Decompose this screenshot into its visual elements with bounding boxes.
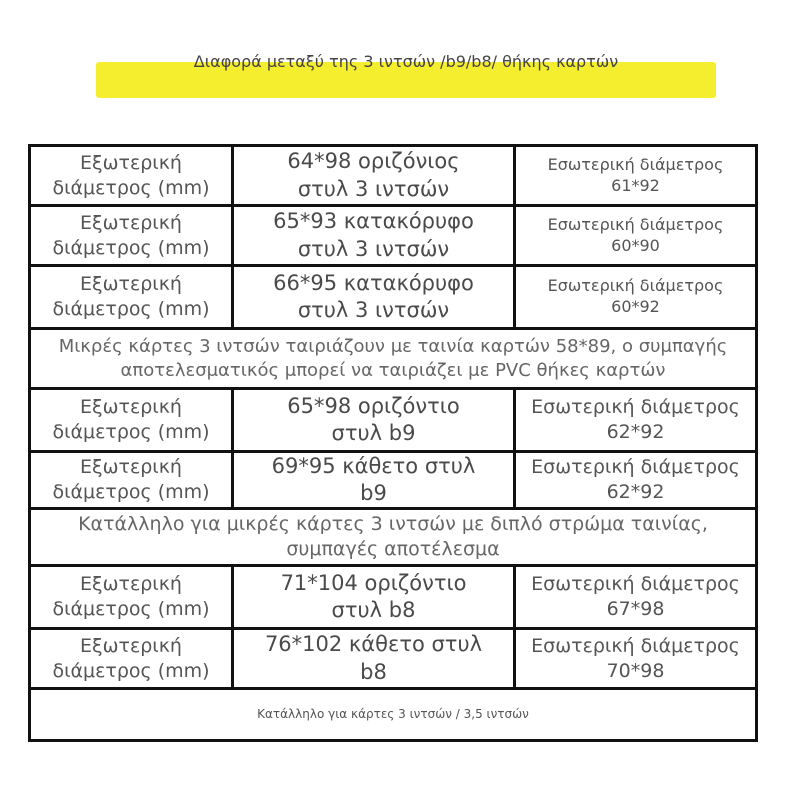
table-row [31, 147, 755, 207]
outer-diameter-label: Εξωτερική διάμετρος (mm) [31, 453, 234, 507]
inner-diameter-value: Εσωτερική διάμετρος 62*92 [531, 456, 740, 503]
compatibility-note: Κατάλληλο για κάρτες 3 ιντσών / 3,5 ιντσών [257, 706, 529, 721]
inner-diameter-value: Εσωτερική διάμετρος 70*98 [531, 634, 740, 682]
compatibility-note: Μικρές κάρτες 3 ιντσών ταιριάζουν με ταινία καρτών 58*89, ο συμπαγής αποτελεσματικός μπορεί να ταιριάζει με PVC θήκες καρτών [58, 336, 728, 381]
outer-size-value: 64*98 οριζόνιος στυλ 3 ιντσών [234, 147, 516, 204]
table-note-row [31, 690, 755, 739]
outer-size-value: 65*98 οριζόντιο στυλ b9 [234, 390, 516, 450]
outer-size-value: 76*102 κάθετο στυλ b8 [234, 630, 516, 687]
inner-diameter-value: Εσωτερική διάμετρος 61*92 [547, 154, 724, 195]
outer-size-value: 71*104 οριζόντιο στυλ b8 [234, 567, 516, 627]
inner-diameter-value: Εσωτερική διάμετρος 60*92 [547, 276, 724, 316]
outer-diameter-label: Εξωτερική διάμετρος (mm) [31, 147, 234, 204]
table-row [31, 390, 755, 453]
outer-diameter-label: Εξωτερική διάμετρος (mm) [31, 630, 234, 687]
title-banner [96, 36, 716, 104]
outer-size-value: 69*95 κάθετο στυλ b9 [234, 453, 516, 507]
table-row [31, 267, 755, 330]
outer-size-value: 66*95 κατακόρυφο στυλ 3 ιντσών [234, 267, 516, 327]
inner-diameter-value: Εσωτερική διάμετρος 62*92 [531, 396, 740, 443]
outer-diameter-label: Εξωτερική διάμετρος (mm) [31, 207, 234, 264]
inner-diameter-value: Εσωτερική διάμετρος 60*90 [547, 214, 724, 255]
outer-size-value: 65*93 κατακόρυφο στυλ 3 ιντσών [234, 207, 516, 264]
outer-diameter-label: Εξωτερική διάμετρος (mm) [31, 567, 234, 627]
table-note-row [31, 510, 755, 567]
inner-diameter-value: Εσωτερική διάμετρος 67*98 [531, 573, 740, 620]
outer-diameter-label: Εξωτερική διάμετρος (mm) [31, 390, 234, 450]
page-title: Διαφορά μεταξύ της 3 ιντσών /b9/b8/ θήκης καρτών [193, 52, 619, 71]
table-row [31, 207, 755, 267]
table-row [31, 453, 755, 510]
table-row [31, 630, 755, 690]
compatibility-note: Κατάλληλο για μικρές κάρτες 3 ιντσών με διπλό στρώμα ταινίας, συμπαγές αποτέλεσμα [78, 513, 708, 560]
table-note-row [31, 330, 755, 390]
outer-diameter-label: Εξωτερική διάμετρος (mm) [31, 267, 234, 327]
table-row [31, 567, 755, 630]
card-holder-size-table [28, 144, 758, 742]
